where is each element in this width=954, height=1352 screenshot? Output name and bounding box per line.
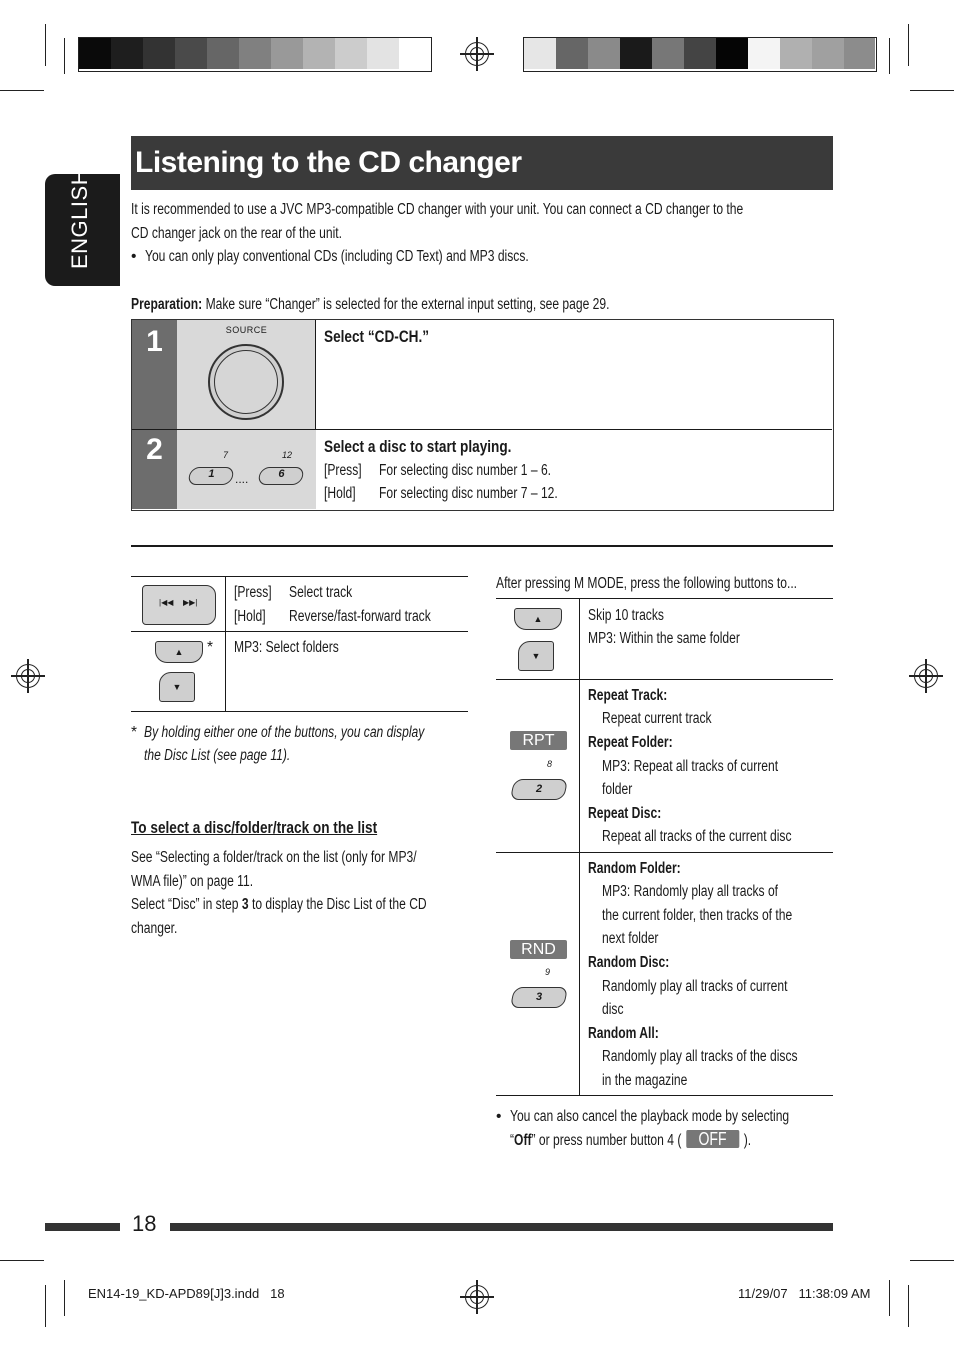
crop-mark (45, 1285, 46, 1327)
intro-line: CD changer jack on the rear of the unit. (131, 225, 343, 242)
hold-text: For selecting disc number 7 – 12. (379, 485, 558, 502)
registration-mark-icon (465, 42, 489, 66)
down-button-icon: ▼ (159, 672, 195, 702)
swatch (716, 38, 748, 69)
dots: .... (235, 472, 249, 486)
mmode-heading: After pressing M MODE, press the following buttons to... (496, 575, 798, 592)
list-line: changer. (131, 920, 178, 937)
hold-label: [Hold] (324, 485, 356, 502)
number-button-2: 2 (510, 779, 568, 800)
cancel-bullet-dot: • (496, 1108, 502, 1125)
crop-mark (0, 1260, 44, 1261)
cancel-line: “Off” or press number button 4 ( OFF ). (510, 1129, 752, 1149)
row1-hold-label: [Hold] (234, 608, 266, 625)
page-title: Listening to the CD changer (135, 146, 522, 179)
repeat-track-desc: Repeat current track (602, 710, 712, 727)
registration-mark-icon (465, 1285, 489, 1309)
rnd-label: RND (510, 940, 567, 959)
footnote-line: the Disc List (see page 11). (144, 747, 291, 764)
random-disc-desc: Randomly play all tracks of current (602, 978, 788, 995)
preparation-label: Preparation: (131, 296, 203, 313)
crop-mark (0, 90, 44, 91)
button-alt-number: 12 (282, 450, 293, 460)
swatch (239, 38, 271, 69)
skip-text: MP3: Within the same folder (588, 630, 740, 647)
repeat-folder-title: Repeat Folder: (588, 734, 673, 751)
crop-mark (910, 90, 954, 91)
file-info: EN14-19_KD-APD89[J]3.indd 18 (88, 1286, 285, 1301)
step-1-title: Select “CD-CH.” (324, 327, 430, 346)
preparation-text: Make sure “Changer” is selected for the external input setting, see page 29. (202, 296, 610, 313)
registration-mark-icon (16, 664, 40, 688)
skip-text: Skip 10 tracks (588, 607, 664, 624)
crop-mark (908, 1285, 909, 1327)
crop-mark (889, 1280, 890, 1316)
swatch (524, 38, 556, 69)
step-number: 2 (132, 430, 177, 509)
title-bar (131, 136, 833, 190)
row2-text: MP3: Select folders (234, 639, 339, 656)
button-alt-number: 9 (545, 967, 551, 977)
swatch (812, 38, 844, 69)
swatch (175, 38, 207, 69)
table-border (131, 711, 468, 712)
swatch (271, 38, 303, 69)
table-border (496, 679, 833, 680)
source-label: SOURCE (225, 325, 268, 335)
repeat-disc-title: Repeat Disc: (588, 805, 662, 822)
down-button-icon: ▼ (518, 641, 554, 671)
repeat-folder-desc: folder (602, 781, 633, 798)
repeat-disc-desc: Repeat all tracks of the current disc (602, 828, 792, 845)
swatch (620, 38, 652, 69)
footer-rule (170, 1223, 833, 1231)
row1-press-text: Select track (289, 584, 353, 601)
number-button-3: 3 (510, 987, 568, 1008)
swatch (143, 38, 175, 69)
random-all-title: Random All: (588, 1025, 659, 1042)
press-label: [Press] (324, 462, 362, 479)
swatch (780, 38, 812, 69)
crop-mark (45, 24, 46, 66)
random-disc-desc: disc (602, 1001, 624, 1018)
date-info: 11/29/07 11:38:09 AM (738, 1286, 871, 1301)
swatch (748, 38, 780, 69)
press-text: For selecting disc number 1 – 6. (379, 462, 552, 479)
table-border (496, 852, 833, 853)
swatch (303, 38, 335, 69)
random-folder-desc: the current folder, then tracks of the (602, 907, 793, 924)
table-border (131, 576, 468, 577)
registration-mark-icon (914, 664, 938, 688)
swatch (367, 38, 399, 69)
list-heading: To select a disc/folder/track on the list (131, 818, 378, 837)
section-divider (131, 545, 833, 547)
repeat-folder-desc: MP3: Repeat all tracks of current (602, 758, 779, 775)
swatch (79, 38, 111, 69)
swatch (399, 38, 430, 69)
number-button-6: 6 (257, 467, 305, 485)
intro-bullet: You can only play conventional CDs (including CD Text) and MP3 discs. (145, 248, 529, 265)
rpt-label: RPT (510, 731, 567, 750)
step-2-title: Select a disc to start playing. (324, 437, 512, 456)
swatch (844, 38, 875, 69)
button-alt-number: 8 (547, 759, 553, 769)
swatch (556, 38, 588, 69)
crop-mark (889, 38, 890, 74)
intro-line: It is recommended to use a JVC MP3-compatible CD changer with your unit. You can connect a CD changer to the (131, 201, 744, 218)
table-border (496, 598, 833, 599)
off-label: OFF (686, 1130, 739, 1148)
swatch (207, 38, 239, 69)
repeat-track-title: Repeat Track: (588, 687, 668, 704)
skip-forward-icon: ▶▶| (183, 598, 198, 607)
language-tab-label: ENGLISH (67, 168, 92, 269)
crop-mark (910, 1260, 954, 1261)
row1-press-label: [Press] (234, 584, 272, 601)
cell-divider (579, 599, 580, 1095)
cell-divider (225, 577, 226, 711)
random-folder-desc: next folder (602, 930, 659, 947)
list-line: See “Selecting a folder/track on the list (only for MP3/ (131, 849, 417, 866)
up-button-icon: ▲ (155, 641, 203, 663)
step-image (177, 320, 316, 429)
footer-rule (45, 1223, 120, 1231)
random-all-desc: in the magazine (602, 1072, 688, 1089)
step-image (177, 430, 316, 509)
skip-back-icon: |◀◀ (159, 598, 174, 607)
swatch (335, 38, 367, 69)
button-alt-number: 7 (223, 450, 229, 460)
table-border (496, 1095, 833, 1096)
random-all-desc: Randomly play all tracks of the discs (602, 1048, 798, 1065)
footnote-star: * (131, 724, 138, 741)
intro-bullet-dot: • (131, 248, 137, 265)
step-number: 1 (132, 320, 177, 429)
footnote-line: By holding either one of the buttons, you can display (144, 724, 425, 741)
preparation-line (131, 293, 609, 317)
row1-hold-text: Reverse/fast-forward track (289, 608, 431, 625)
random-folder-title: Random Folder: (588, 860, 681, 877)
crop-mark (64, 1280, 65, 1316)
swatch (652, 38, 684, 69)
track-lever-icon (142, 585, 216, 625)
crop-mark (64, 38, 65, 74)
swatch (588, 38, 620, 69)
asterisk: * (207, 639, 214, 656)
table-border (131, 631, 468, 632)
language-tab (45, 168, 120, 286)
up-button-icon: ▲ (514, 608, 562, 630)
random-folder-desc: MP3: Randomly play all tracks of (602, 883, 779, 900)
swatch (684, 38, 716, 69)
page-number: 18 (132, 1211, 157, 1236)
swatch (111, 38, 143, 69)
source-knob-inner (214, 350, 278, 414)
list-line: Select “Disc” in step 3 to display the Disc List of the CD (131, 896, 427, 913)
random-disc-title: Random Disc: (588, 954, 670, 971)
cancel-line: You can also cancel the playback mode by selecting (510, 1108, 790, 1125)
list-line: WMA file)” on page 11. (131, 873, 254, 890)
number-button-1: 1 (187, 467, 235, 485)
crop-mark (908, 24, 909, 66)
